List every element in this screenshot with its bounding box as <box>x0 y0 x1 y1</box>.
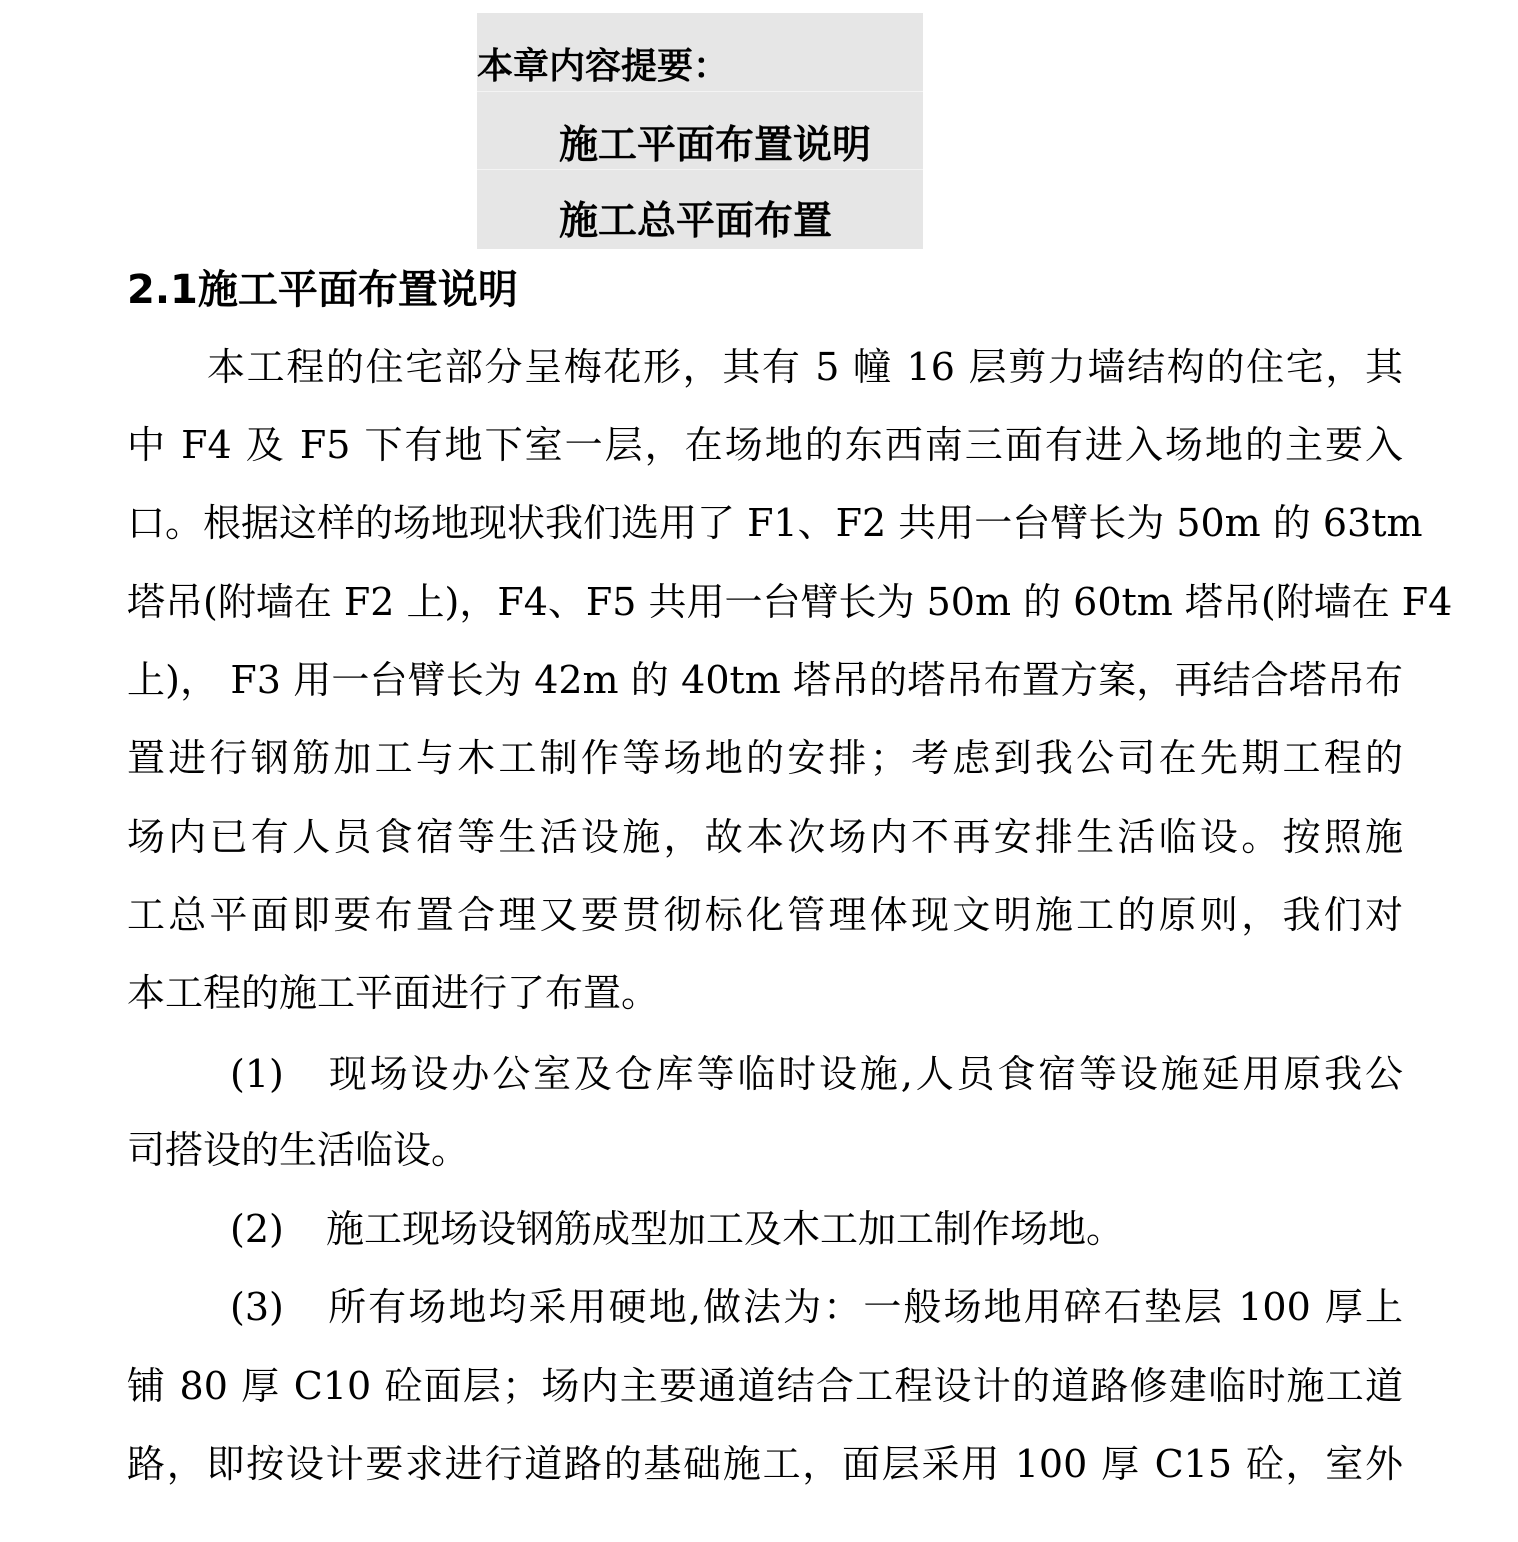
list-number: (1) <box>230 1052 284 1096</box>
paragraph-line: 本工程的施工平面进行了布置。 <box>127 971 660 1015</box>
list-item-2 <box>230 1203 1403 1255</box>
summary-divider <box>477 91 923 92</box>
summary-divider <box>477 169 923 170</box>
list-number: (3) <box>230 1285 284 1329</box>
summary-title: 本章内容提要： <box>477 46 730 87</box>
paragraph-line: 口。根据这样的场地现状我们选用了 F1、F2 共用一台臂长为 50m 的 63tm <box>127 501 1423 545</box>
paragraph-line: 场内已有人员食宿等生活设施，故本次场内不再安排生活临设。按照施 <box>127 815 1403 859</box>
list-number: (2) <box>230 1207 284 1251</box>
list-item-1-continuation: 司搭设的生活临设。 <box>127 1128 470 1172</box>
paragraph-line: 中 F4 及 F5 下有地下室一层，在场地的东西南三面有进入场地的主要入 <box>127 423 1403 467</box>
list-item-3 <box>230 1281 1403 1333</box>
list-item-text: 现场设办公室及仓库等临时设施,人员食宿等设施延用原我公 <box>326 1052 1403 1096</box>
summary-item-general-layout: 施工总平面布置 <box>559 199 833 244</box>
list-item-text: 施工现场设钢筋成型加工及木工加工制作场地。 <box>326 1207 1125 1251</box>
summary-item-layout-description: 施工平面布置说明 <box>559 123 872 168</box>
list-item-3-continuation: 铺 80 厚 C10 砼面层；场内主要通道结合工程设计的道路修建临时施工道 <box>127 1364 1403 1408</box>
list-item-1 <box>230 1048 1403 1100</box>
paragraph-line: 上)， F3 用一台臂长为 42m 的 40tm 塔吊的塔吊布置方案，再结合塔吊布 <box>127 658 1403 702</box>
paragraph-line: 置进行钢筋加工与木工制作等场地的安排；考虑到我公司在先期工程的 <box>127 736 1403 780</box>
paragraph-line: 本工程的住宅部分呈梅花形，其有 5 幢 16 层剪力墙结构的住宅，其 <box>207 345 1403 389</box>
list-item-3-continuation: 路，即按设计要求进行道路的基础施工，面层采用 100 厚 C15 砼，室外 <box>127 1442 1403 1486</box>
chapter-summary-box <box>477 13 923 249</box>
paragraph-line: 塔吊(附墙在 F2 上)，F4、F5 共用一台臂长为 50m 的 60tm 塔吊(附墙在 F4 <box>127 580 1453 624</box>
list-item-text: 所有场地均采用硬地,做法为：一般场地用碎石垫层 100 厚上 <box>326 1285 1403 1329</box>
paragraph-line: 工总平面即要布置合理又要贯彻标化管理体现文明施工的原则，我们对 <box>127 893 1403 937</box>
section-heading: 2.1施工平面布置说明 <box>127 267 518 313</box>
